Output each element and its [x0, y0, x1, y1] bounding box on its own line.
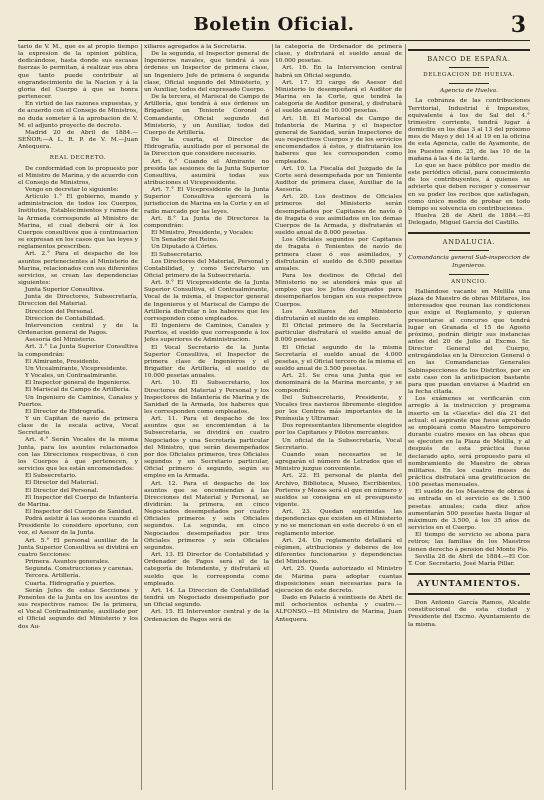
- dateline: Huelva 28 de Abril de 1884.—El Delegado, Miguel García del Castillo.: [408, 212, 530, 227]
- list-item: Un Senador del Reino.: [151, 237, 219, 244]
- section-heading: AYUNTAMIENTOS.: [416, 579, 522, 589]
- dateline: Madrid 20 de Abril de 1884.—SEÑOR:—A L. R. P. de V. M.—Juan Antequera.: [18, 129, 138, 151]
- paragraph: El tiempo de servicio se abona para retiros; las familias de los Maestros tienen derecho á pension del Monte Pío.: [408, 532, 530, 553]
- list-item: El Director del Material.: [25, 480, 99, 487]
- section-heading: ANDALUCIA.: [442, 238, 496, 247]
- paragraph: Cuando sean necesarios se le agregarán el número de Letrados que el Ministro juzgue conveniente.: [275, 451, 402, 473]
- paragraph: tario de V. M., que es al propio tiempo la expresion de la opinion pública, dedicándose, hasta donde sus escasas fuerzas lo permitan, á realizar sus obra que tanto puede contribuir al engrandecimiento de la Nacion y á la gloria del Cuerpo á que se honra pertenecer.: [18, 44, 138, 101]
- section-rule: [408, 49, 530, 51]
- column-4: [408, 44, 530, 790]
- short-rule: [449, 250, 489, 251]
- article: Art. 17. El cargo de Asesor del Ministerio lo desempeñará el Auditor de Marina en la Corte, que tendrá la categoría de Auditor general, y disfrutará el sueldo anual de 10.000 pesetas.: [275, 79, 402, 115]
- list-item: Asesoría del Ministerio.: [25, 337, 96, 344]
- paragraph: Lo que se hace público por medio de este periódico oficial, para conocimiento de los contribuyentes, á quienes se advierte que deben recoger y conservar en su poder los recibos que satisfagan, como único medio de probar en todo tiempo su solvencia en contribuciones.: [408, 162, 530, 212]
- column-divider: [141, 44, 142, 790]
- article: Art. 19. La Fiscalía del Juzgado de la Corte será desempeñada por un Teniente Auditor de primera clase, Auxiliar de la Asesoría.: [275, 165, 402, 194]
- column-3: [275, 44, 402, 790]
- list-item: Cuarta. Hidrografía y puertos.: [25, 580, 116, 587]
- list-item: Junta Superior Consultiva.: [25, 287, 105, 294]
- list-item: Intervencion central y de la Ordenacion general de Pagos.: [18, 322, 138, 337]
- article: Art. 10. El Subsecretario, los Directores del Material y Personal y los Inspectores de Infantería de Marina y de Sanidad de la Armada, los haberes que les corresponden como empleados.: [144, 380, 269, 415]
- article: Art. 18. El Mariscal de Campo de Infantería de Marina y el Inspector general de Sanidad, serán Inspectores de sus respectivos Cuerpos y de los servicios encomendados á éstos, y disfrutarán los haberes que les corresponden como empleados.: [275, 115, 402, 165]
- article: Art. 23. Quedan suprimidas las dependencias que existen en el Ministerio y no se mencionan en este decreto ó en el reglamento interior.: [275, 509, 402, 537]
- paragraph: El Ingeniero de Caminos, Canales y Puertos, el sueldo que corresponde á los Jefes superiores de Administracion.: [144, 323, 269, 344]
- short-rule: [449, 83, 489, 84]
- section-rule: [408, 573, 530, 575]
- section-heading: REAL DECRETO.: [49, 155, 107, 162]
- paragraph: De la cuarta, el Director de Hidrografía, auxiliado por el personal de la Direccion que considere necesario.: [144, 137, 269, 158]
- list-item: Junta de Directores, Subsecretaría, Direccion del Material.: [18, 294, 138, 308]
- paragraph: Los Auxiliares del Ministerio disfrutarán el sueldo de su empleo.: [275, 308, 402, 322]
- paragraph: Hallándose vacante en Melilla una plaza de Maestro de obras Militares, los interesados que reunan las condiciones que exige el Reglamento, y quieran presentarse al concurso que tendrá lugar en Granada el 15 de Agosto próximo, podrán dirigir sus instancias antes del 20 de Julio al Excmo. Sr. Director General del Cuerpo, entregándolas en la Direccion General ó en las Comandancias Generales Subinspecciones de los Distritos, por en este caso con la anticipacion bastante para que puedan enviarse á Madrid en la fecha citada.: [408, 288, 530, 396]
- column-2: [144, 44, 269, 790]
- paragraph: En virtud de las razones expuestas, y de acuerdo con el Consejo de Ministros, no duda someter á la aprobacion de V. M. el adjunto proyecto de decreto.: [18, 101, 138, 129]
- section-heading: BANCO DE ESPAÑA.: [427, 55, 511, 63]
- sub-heading: ANUNCIO.: [451, 278, 487, 285]
- paragraph: Para los destinos de Oficial del Ministerio no se atenderá más que al empleo que los Jefes designados para desempeñarlos tengan en sus respectivos Cuerpos.: [275, 273, 402, 308]
- column-1: [18, 44, 138, 790]
- dateline: Dado en Palacio á veintiseis de Abril de mil ochocientos ochenta y cuatro.—ALFONSO.—El Ministro de Marina, Juan Antequera.: [275, 595, 402, 623]
- dateline: Sevilla 28 de Abril de 1884.—El Cor. T. Cor. Secretario, José María Pillar.: [408, 553, 530, 567]
- paragraph: Los exámenes se verificarán con arreglo á la instruccion y programa inserto en la «Gaceta» del día 21 del actual: el aspirante que fuese aprobado se empleará como Maestro temporero durante cuatro meses en las obras que se ejecuten en la Plaza de Melilla, y al después de esta práctica fuese declarado apto, será propuesto para el nombramiento de Maestro de obras militares. En los cuatro meses de práctica disfrutará una gratificacion de 100 pesetas mensuales.: [408, 396, 530, 489]
- article: Art. 13. El Director de Contabilidad y Ordenador de Pagos será el de la categoría de Intendente, y disfrutará el sueldo que le corresponda como empleado.: [144, 552, 269, 587]
- paragraph: La cobranza de las contribuciones Territorial, Industrial é Impuestos, equivalente á los de Sal del 4.° trimestre corriente, tendrá lugar á domicilio en los días 3 al 13 del próximo mes de Mayo y del 14 al 19 en la oficina de esta Agencia, calle de Ayamonte, de los Puestos núm. 25, de las 10 de la mañana á las 4 de la tarde.: [408, 98, 530, 162]
- paragraph: Vengo en decretar lo siguiente:: [25, 186, 119, 193]
- paragraph: De la tercera, el Mariscal de Campo de Artillería, que tendrá á sus órdenes un Brigadier, un Teniente Coronel ó Comandante, Oficial segundo del Ministerio, y un Auxiliar, todos del Cuerpo de Artillería.: [144, 94, 269, 136]
- article: Artículo 1.° El gobierno, mando y administracion de todos los Cuerpos, Institutos, Establecimientos y ramos de la Armada corresponde al Ministro de Marina, el cual deberá oír á los Cuerpos consultivos que á continuacion se expresan en los casos que las leyes y reglamentos prescriben.: [18, 194, 138, 251]
- article: Art. 25. Queda autorizado el Ministro de Marina para adoptar cuantas disposiciones sean necesarias para la ejecucion de este decreto.: [275, 566, 402, 594]
- list-item: El Almirante, Presidente.: [25, 358, 101, 365]
- paragraph: xiliares agregados á la Secretaría.: [144, 44, 247, 50]
- article: Art. 8.° La Junta de Directores la compondrán:: [144, 215, 269, 229]
- list-item: El Director del Personal.: [25, 487, 99, 494]
- list-item: Segunda. Construcciones y carenas.: [25, 566, 134, 573]
- list-item: Del Subsecretario, Presidente, y Vocales tres navieros libremente elegidos por los Centros más importantes de la Península y Ultramar.: [275, 394, 402, 423]
- paragraph: Podrá asistir á las sesiones cuando el Presidente lo considere oportuno, con voz, el Asesor de la Junta.: [18, 516, 138, 537]
- article: Art. 4.° Serán Vocales de la misma Junta, para los asuntos relacionados con las Direcciones respectivas, ó con los Cuerpos á que pertenecen, y servicios que les están encomendados:: [18, 437, 138, 473]
- article: Art. 7.° El Vicepresidente de la Junta Superior Consultiva ejercerá la jurisdiccion de Marina en la Corte y en el radio marcado por las leyes.: [144, 187, 269, 215]
- article: Art. 16. En la Intervencion central habrá un Oficial segundo.: [275, 65, 402, 79]
- paragraph: El Vocal Secretario de la Junta Superior Consultiva, el Inspector de primera clase de Ingenieros y el Brigadier de Artillería, el sueldo de 10.000 pesetas anuales.: [144, 344, 269, 380]
- list-item: Primera. Asuntos generales.: [25, 559, 110, 566]
- page-number: 3: [510, 12, 526, 38]
- publication-title: Boletin Oficial.: [193, 14, 355, 35]
- section-rule: [408, 593, 530, 595]
- list-item: El Mariscal de Campo de Artillería.: [25, 387, 131, 394]
- paragraph: El sueldo de los Maestros de obras á su entrada en el servicio es de 1.500 pesetas anuales; cada diez años aumentarán 500 pesetas hasta llegar al máximum de 3.500, á los 35 años de servicios en el Cuerpo.: [408, 489, 530, 532]
- page-header: [18, 14, 530, 38]
- column-divider: [405, 44, 406, 790]
- article: Art. 3.° La Junta Superior Consultiva la compondrán:: [18, 344, 138, 358]
- header-rule: [18, 40, 530, 41]
- article: Art. 22. El personal de planta del Archivo, Biblioteca, Museo, Escribientes, Porteros y Mozos será el que en número y sueldos se consigna en el presupuesto vigente.: [275, 473, 402, 508]
- list-item: Un Vicealmirante, Vicepresidente.: [25, 365, 128, 372]
- list-item: Un Ingeniero de Caminos, Canales y Puertos.: [18, 394, 138, 408]
- article: Art. 20. Los destinos de Oficiales primeros del Ministerio serán desempeñados por Capitanes de navío ó de fragata ó sus asimilados en los demas Cuerpos de la Armada, y disfrutarán el sueldo anual de 8.000 pesetas.: [275, 194, 402, 237]
- sub-heading: DELEGACION DE HUELVA.: [423, 72, 515, 79]
- paragraph: De conformidad con lo propuesto por el Ministro de Marina, y de acuerdo con el Consejo de Ministros,: [18, 165, 138, 186]
- paragraph: Don Antonio García Ramos, Alcalde constitucional de esta ciudad y Presidente del Excmo. Ayuntamiento de la misma.: [408, 600, 530, 628]
- paragraph: Serán Jefes de estas Secciones y Ponentes de la Junta en los asuntos de sus respectivos ramos: De la primera, el Vocal Contraalmirante, auxiliado por el Oficial segundo del Ministerio y los dos Au-: [18, 587, 138, 630]
- list-item: El Ministro, Presidente, y Vocales:: [151, 230, 254, 237]
- list-item: El Inspector del Cuerpo de Infantería de Marina.: [18, 494, 138, 508]
- paragraph: El Oficial segundo de la misma Secretaría el sueldo anual de 4.000 pesetas, y el Oficial tercero de la misma el sueldo anual de 3.500 pesetas.: [275, 344, 402, 373]
- list-item: Tercera. Artillería.: [25, 573, 81, 580]
- article: Art. 21. Se crea una Junta que se denominará de la Marina mercante, y se compondrá:: [275, 373, 402, 394]
- list-item: Y Vocales, un Contraalmirante.: [25, 373, 118, 380]
- paragraph: Los Oficiales segundos por Capitanes de fragata ó Tenientes de navío de primera clase ó sus asimilados, y disfrutarán el sueldo de 6.500 pesetas anuales.: [275, 237, 402, 272]
- paragraph: El Oficial primero de la Secretaría particular disfrutará el sueldo anual de 8.000 pesetas.: [275, 323, 402, 344]
- list-item: Un oficial de la Subsecretaría, Vocal Secretario.: [275, 437, 402, 451]
- section-rule: [408, 232, 530, 234]
- article: Art. 9.° El Vicepresidente de la Junta Superior Consultiva, el Contraalmirante, Vocal de la misma, el Inspector general de Ingenieros y el Mariscal de Campo de Artillería disfrutar n los haberes que les corresponden como empleados.: [144, 280, 269, 322]
- article: Art. 24. Un reglamento detallará el régimen, atribuciones y deberes de los diferentes funcionarios y dependencias del Ministerio.: [275, 537, 402, 566]
- list-item: El Director de Hidrografía.: [25, 408, 106, 415]
- list-item: El Subsecretario.: [151, 251, 203, 258]
- list-item: El Subsecretario.: [25, 473, 77, 480]
- article: Art. 12. Para el despacho de los asuntos que se encomiendan á las Direcciones del Material y Personal, se dividirán: la primera, en cinco Negociados desempeñados por cuatro Oficiales primeros y seis Oficiales segundos. La segunda, en cinco Negociados desempeñados por tres Oficiales primeros y seis Oficiales segundos.: [144, 480, 269, 551]
- italic-heading: Comandancia general Sub-inspeccion de Ingenieros.: [408, 255, 530, 269]
- list-item: Dos representantes libremente elegidos por los Capitanes y Pilotos mercantes.: [275, 423, 402, 437]
- list-item: El Inspector del Cuerpo de Sanidad.: [25, 509, 134, 515]
- list-item: Un Diputado á Córtes.: [151, 244, 218, 251]
- article: Art. 5.° El personal auxiliar de la Junta Superior Consultiva se dividirá en cuatro Secciones:: [18, 537, 138, 558]
- short-rule: [449, 274, 489, 275]
- list-item: Direccion de Contabilidad.: [25, 315, 105, 322]
- list-item: El Inspector general de Ingenieros.: [25, 380, 131, 387]
- article: Art. 14. La Direccion de Contabilidad tendrá un Negociado desempeñado por un Oficial segundo.: [144, 587, 269, 609]
- article: Art. 11. Para el despacho de los asuntos que se encomiendan á la Subsecretaría, se dividirá en cuatro Negociados y una Secretaría particular del Ministro, que serán desempeñados por dos Oficiales primeros, tres Oficiales segundos y un Secretario particular, Oficial primero ó segundo, según su empleo en la Armada.: [144, 416, 269, 480]
- paragraph: la categoría de Ordenador de primera clase, y disfrutará el sueldo anual de 10.000 pesetas.: [275, 44, 402, 65]
- list-item: Y un Capitan de navío de primera clase de la escala activa, Vocal Secretario.: [18, 415, 138, 437]
- list-item: Los Directores del Material, Personal y Contabilidad, y como Secretario un Oficial primero de la Subsecretaría.: [144, 258, 269, 279]
- article: Art. 15. El Interventor central y de la Ordenacion de Pagos será de: [144, 609, 269, 623]
- column-divider: [272, 44, 273, 790]
- list-item: Direccion del Personal.: [25, 308, 95, 315]
- article: Art. 6.° Cuando el Almirante no presida las sesiones de la Junta Superior Consultiva, asumirá todas sus atribuciones el Vicepresidente.: [144, 158, 269, 186]
- short-rule: [449, 67, 489, 68]
- italic-heading: Agencia de Huelva.: [439, 88, 498, 95]
- paragraph: De la segunda, el Inspector general de Ingenieros navales, que tendrá á sus órdenes un Inspector de primera clase, un Ingeniero Jefe de primera ó segunda clase, Oficial segundo del Ministerio, y un Auxiliar, todos del expresado Cuerpo.: [144, 51, 269, 93]
- article: Art. 2.° Para el despacho de los asuntos pertenecientes al Ministerio de Marina, relacionados con sus diferentes servicios, se crean las dependencias siguientes:: [18, 251, 138, 286]
